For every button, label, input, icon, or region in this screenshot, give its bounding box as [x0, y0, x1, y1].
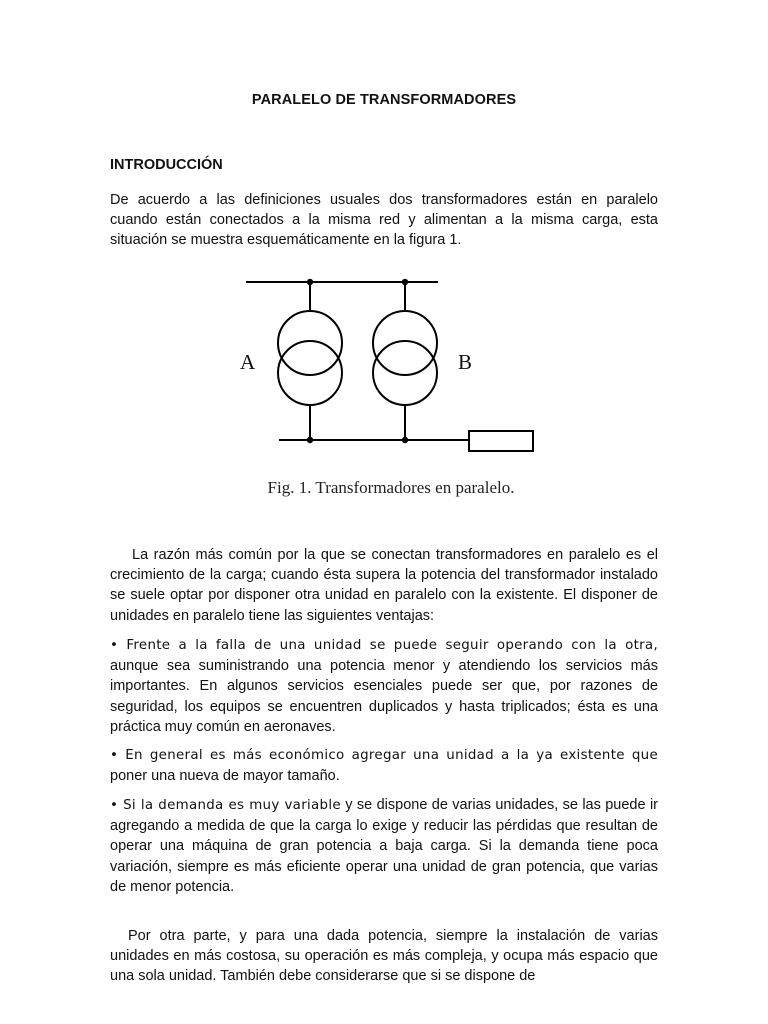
bullet-lead: • Si la demanda es muy variable: [110, 798, 341, 813]
transformer-b-secondary-coil: [373, 341, 437, 405]
bullet-text: y se dispone de varias unidades, se las puede ir agregando a medida de que la carga lo exige y reducir las pérdidas que resultan de operar una máquina de gran potencia a baja carga. Si la demanda tiene poca variación, siempre es más eficiente operar una unidad de gran potencia, que varias de menor potencia.: [110, 797, 658, 895]
bullet-item: [110, 745, 658, 786]
label-a: A: [240, 350, 256, 374]
transformer-a-primary-coil: [278, 311, 342, 375]
bullet-text: poner una nueva de mayor tamaño.: [110, 768, 340, 785]
bullet-item: [110, 635, 658, 737]
transformer-diagram: [236, 268, 546, 478]
bullet-text: aunque sea suministrando una potencia menor y atendiendo los servicios más importantes. En algunos servicios esenciales puede ser que, por razones de seguridad, los equipos se encuentren duplicados y hasta triplicados; ésta es una práctica muy común en aeronaves.: [110, 658, 658, 735]
transformer-a-secondary-coil: [278, 341, 342, 405]
bullet-lead: • En general es más económico agregar una unidad a la ya existente que: [110, 748, 658, 763]
junction-dot: [307, 437, 313, 443]
transformer-b-primary-coil: [373, 311, 437, 375]
reason-paragraph: La razón más común por la que se conectan transformadores en paralelo es el crecimiento de la carga; cuando ésta supera la potencia del transformador instalado se suele optar por disponer otra unidad en paralelo con la existente. El disponer de unidades en paralelo tiene las siguientes ventajas:: [110, 547, 658, 624]
figure-caption: Fig. 1. Transformadores en paralelo.: [267, 478, 515, 497]
page-title: PARALELO DE TRANSFORMADORES: [251, 92, 517, 108]
junction-dot: [402, 437, 408, 443]
junction-dot: [307, 279, 313, 285]
junction-dot: [402, 279, 408, 285]
closing-paragraph: Por otra parte, y para una dada potencia, siempre la instalación de varias unidades en más costosa, su operación es más compleja, y ocupa más espacio que una sola unidad. También debe considerarse que si se dispone de: [110, 928, 658, 985]
load-resistor: [469, 431, 533, 451]
bullet-item: [110, 795, 658, 897]
label-b: B: [458, 350, 473, 374]
section-heading: INTRODUCCIÓN: [110, 157, 223, 173]
figure-parallel-transformers: [236, 268, 546, 508]
bullet-lead: • Frente a la falla de una unidad se puede seguir operando con la otra,: [110, 638, 658, 653]
intro-paragraph: De acuerdo a las definiciones usuales dos transformadores están en paralelo cuando están conectados a la misma red y alimentan a la misma carga, esta situación se muestra esquemáticamente en la figura 1.: [110, 192, 658, 249]
